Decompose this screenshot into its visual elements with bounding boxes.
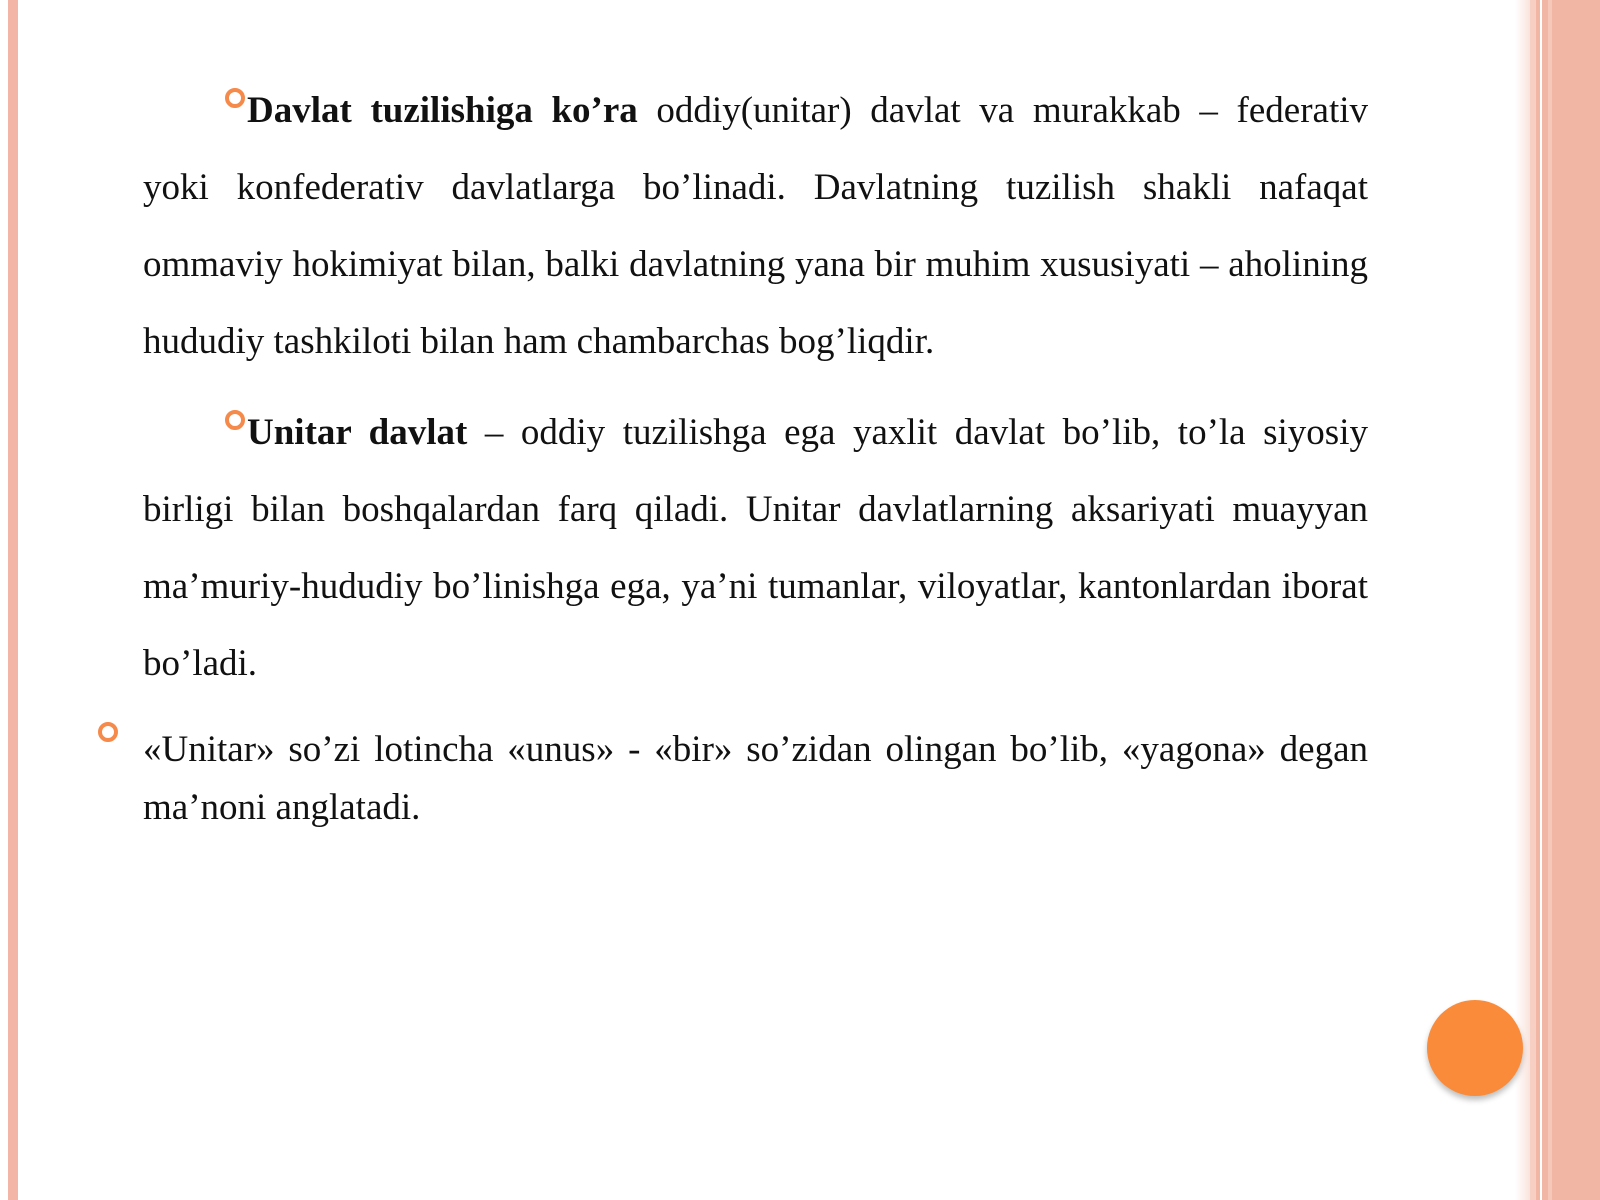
right-frame-line	[1548, 0, 1552, 1200]
paragraph-unitar-davlat	[143, 394, 1368, 702]
right-frame-line	[1540, 0, 1542, 1200]
circle-bullet-icon	[225, 410, 245, 430]
paragraph-term: Davlat tuzilishiga ko’ra	[247, 90, 638, 131]
etymology-note: «Unitar» so’zi lotincha «unus» - «bir» so’zidan olingan bo’lib, «yagona» degan ma’noni anglatadi.	[143, 729, 1368, 828]
paragraph-davlat-tuzilishi	[143, 72, 1368, 380]
right-frame-glow	[1515, 0, 1530, 1200]
paragraph-text: oddiy(unitar) davlat va murakkab – federativ yoki konfederativ davlatlarga bo’linadi. Davlatning tuzilish shakli nafaqat ommaviy hokimiyat bilan, balki davlatning yana bir muhim xususiyati – aholining hududiy tashkiloti bilan ham chambarchas bog’liqdir.	[143, 90, 1369, 362]
circle-bullet-icon	[225, 88, 245, 108]
left-border-decoration	[8, 0, 18, 1200]
paragraph-text: – oddiy tuzilishga ega yaxlit davlat bo’lib, to’la siyosiy birligi bilan boshqalardan farq qiladi. Unitar davlatlarning aksariyati muayyan ma’muriy-hududiy bo’linishga ega, ya’ni tumanlar, viloyatlar, kantonlardan iborat bo’ladi.	[143, 412, 1368, 684]
slide-content	[143, 72, 1368, 832]
orange-circle-decoration	[1427, 1000, 1523, 1096]
paragraph-term: Unitar davlat	[247, 412, 468, 453]
right-frame-line	[1530, 0, 1536, 1200]
circle-bullet-icon	[98, 722, 118, 742]
